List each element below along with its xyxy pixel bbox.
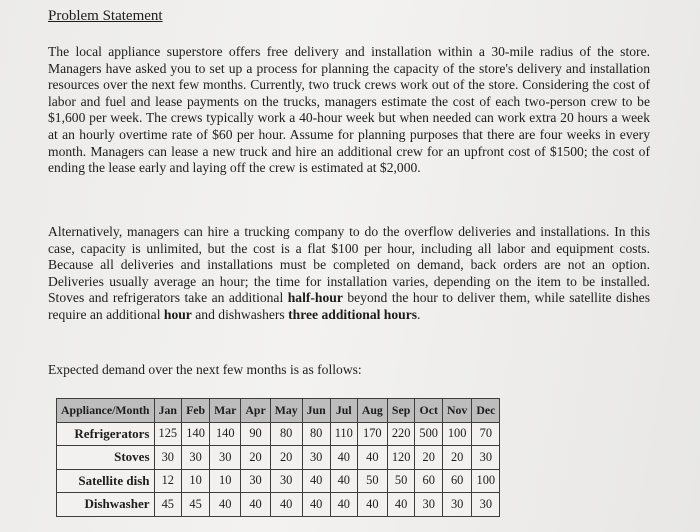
table-cell: 30 <box>182 446 210 470</box>
demand-table <box>56 398 500 517</box>
table-cell: 70 <box>472 422 500 446</box>
table-cell: 30 <box>270 469 302 493</box>
table-row <box>57 493 500 517</box>
table-cell: 30 <box>210 446 241 470</box>
header-cell: Oct <box>415 399 443 423</box>
table-cell: 140 <box>182 422 210 446</box>
table-cell: 125 <box>154 422 182 446</box>
paragraph-alternative <box>48 224 650 324</box>
table-cell: 40 <box>330 469 357 493</box>
header-cell: Sep <box>387 399 415 423</box>
header-cell: Appliance/Month <box>57 399 155 423</box>
table-cell: 45 <box>182 493 210 517</box>
table-cell: 40 <box>270 493 302 517</box>
table-cell: 30 <box>302 446 330 470</box>
table-header-row <box>57 399 500 423</box>
table-cell: 40 <box>387 493 415 517</box>
header-cell: Feb <box>182 399 210 423</box>
table-cell: 60 <box>443 469 472 493</box>
paragraph-text: and dishwashers <box>191 306 289 322</box>
row-label: Stoves <box>57 446 155 470</box>
table-cell: 10 <box>182 469 210 493</box>
paragraph-text: Alternatively, managers can hire a trucking company to do the overflow deliveries and installations. In this case, capacity is unlimited, but the cost is a flat $100 per hour, including all labor and equipment costs. Because all deliveries and installations must be completed on demand, back orders are not an option. Deliveries usually average an hour; the time for installation varies, depending on the item to be installed. Stoves and refrigerators take an additional <box>48 224 650 306</box>
header-cell: Aug <box>357 399 387 423</box>
table-cell: 20 <box>270 446 302 470</box>
row-label: Satellite dish <box>57 469 155 493</box>
table-cell: 30 <box>443 493 472 517</box>
header-cell: Jan <box>154 399 182 423</box>
table-cell: 40 <box>330 446 357 470</box>
page-title: Problem Statement <box>48 8 163 24</box>
paragraph-text: beyond the hour to deliver them, while satellite dishes require an additional <box>48 290 650 322</box>
paragraph-text: . <box>417 306 421 322</box>
table-cell: 100 <box>472 469 500 493</box>
table-cell: 80 <box>302 422 330 446</box>
table-cell: 220 <box>387 422 415 446</box>
header-cell: Nov <box>443 399 472 423</box>
table-cell: 45 <box>154 493 182 517</box>
table-cell: 30 <box>472 446 500 470</box>
table-cell: 140 <box>210 422 241 446</box>
table-row <box>57 446 500 470</box>
table-cell: 30 <box>154 446 182 470</box>
table-cell: 40 <box>241 493 270 517</box>
header-cell: Dec <box>472 399 500 423</box>
header-cell: Jun <box>302 399 330 423</box>
table-cell: 50 <box>387 469 415 493</box>
paragraph-intro: The local appliance superstore offers free delivery and installation within a 30-mile radius of the store. Managers have asked you to set up a process for planning the capacity of the store's delivery and installation resources over the next few months. Currently, two truck crews work out of the store. Considering the cost of labor and fuel and lease payments on the trucks, managers estimate the cost of each two-person crew to be $1,600 per week. The crews typically work a 40-hour week but when needed can work extra 20 hours a week at an hourly overtime rate of $60 per hour. Assume for planning purposes that there are four weeks in every month. Managers can lease a new truck and hire an additional crew for an upfront cost of $1500; the cost of ending the lease early and laying off the crew is estimated at $2,000. <box>48 44 650 176</box>
table-cell: 90 <box>241 422 270 446</box>
table-cell: 40 <box>302 469 330 493</box>
table-cell: 30 <box>241 469 270 493</box>
table-row <box>57 469 500 493</box>
row-label: Refrigerators <box>57 422 155 446</box>
table-cell: 100 <box>443 422 472 446</box>
table-cell: 40 <box>210 493 241 517</box>
table-cell: 40 <box>302 493 330 517</box>
table-cell: 40 <box>330 493 357 517</box>
table-cell: 30 <box>415 493 443 517</box>
header-cell: Apr <box>241 399 270 423</box>
row-label: Dishwasher <box>57 493 155 517</box>
table-cell: 40 <box>357 446 387 470</box>
table-cell: 80 <box>270 422 302 446</box>
table-cell: 50 <box>357 469 387 493</box>
header-cell: Jul <box>330 399 357 423</box>
header-cell: Mar <box>210 399 241 423</box>
table-cell: 20 <box>443 446 472 470</box>
table-cell: 500 <box>415 422 443 446</box>
table-cell: 20 <box>415 446 443 470</box>
header-cell: May <box>270 399 302 423</box>
table-cell: 30 <box>472 493 500 517</box>
table-cell: 20 <box>241 446 270 470</box>
bold-text: hour <box>163 306 192 322</box>
table-cell: 10 <box>210 469 241 493</box>
table-cell: 170 <box>357 422 387 446</box>
bold-text: three additional hours <box>288 306 418 322</box>
paragraph-demand-intro: Expected demand over the next few months is as follows: <box>48 362 362 377</box>
table-cell: 40 <box>357 493 387 517</box>
table-cell: 12 <box>154 469 182 493</box>
table-cell: 110 <box>330 422 357 446</box>
table-row <box>57 422 500 446</box>
table-cell: 120 <box>387 446 415 470</box>
bold-text: half-hour <box>287 290 343 306</box>
table-cell: 60 <box>415 469 443 493</box>
